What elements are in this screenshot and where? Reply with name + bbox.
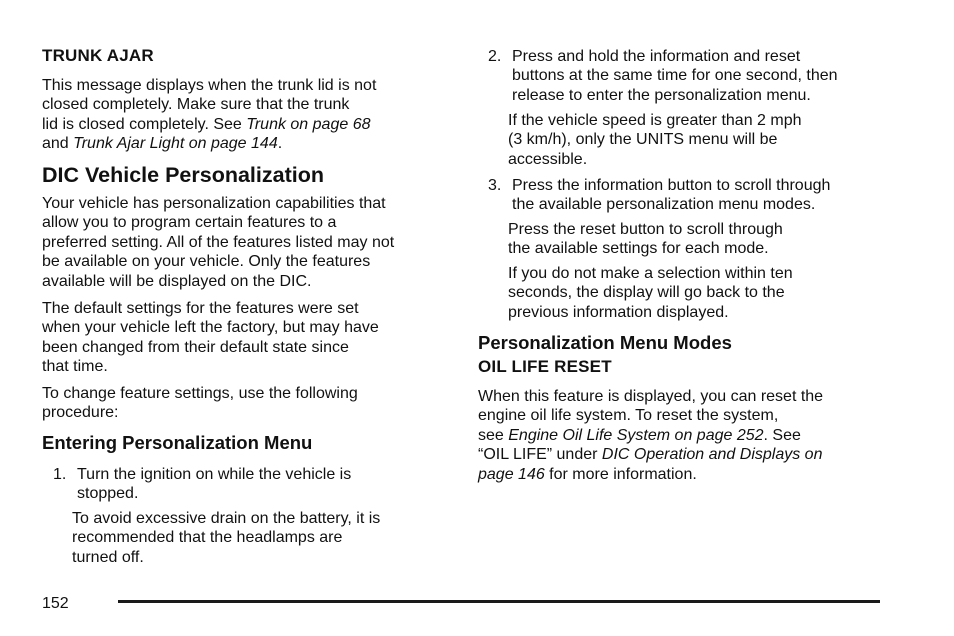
step-3-note-2: If you do not make a selection within ten seconds, the display will go back to the previous information displayed.	[508, 265, 793, 321]
step-2-number: 2.	[488, 48, 502, 65]
trunk-page-link[interactable]: Trunk on page 68	[246, 115, 371, 133]
step-3-note-1: Press the reset button to scroll through the available settings for each mode.	[508, 221, 783, 258]
dic-operation-link[interactable]: DIC Operation and Displays on	[601, 446, 823, 464]
step-2-text: Press and hold the information and reset buttons at the same time for one second, then release to enter the personalization menu.	[512, 48, 838, 104]
page-number: 152	[42, 595, 69, 612]
step-3-number: 3.	[488, 177, 502, 194]
step-3-text: Press the information button to scroll through the available personalization menu modes.	[512, 177, 831, 214]
step-2-note: If the vehicle speed is greater than 2 mph (3 km/h), only the UNITS menu will be accessible.	[508, 112, 802, 168]
menu-modes-heading: Personalization Menu Modes	[478, 332, 732, 353]
dic-paragraph-1: Your vehicle has personalization capabilities that allow you to program certain features to a preferred setting. All of the features listed may not be available on your vehicle. Only the features available will be displayed on the DIC.	[42, 195, 395, 290]
dic-operation-link-page[interactable]: page 146	[478, 465, 545, 483]
dic-paragraph-3: To change feature settings, use the following procedure:	[42, 385, 358, 422]
oil-life-reset-heading: OIL LIFE RESET	[478, 357, 612, 376]
oil-life-paragraph: When this feature is displayed, you can reset the engine oil life system. To reset the system, see Engine Oil Life System on page 252. See “OIL LIFE” under DIC Operation and Displays on page 146 for more information.	[478, 388, 824, 483]
trunk-ajar-light-link[interactable]: Trunk Ajar Light on page 144	[73, 135, 278, 153]
dic-paragraph-2: The default settings for the features were set when your vehicle left the factory, but may have been changed from their default state since that time.	[42, 300, 379, 376]
dic-personalization-heading: DIC Vehicle Personalization	[42, 163, 324, 187]
trunk-ajar-heading: TRUNK AJAR	[42, 46, 154, 65]
engine-oil-life-link[interactable]: Engine Oil Life System on page 252	[508, 426, 764, 444]
trunk-ajar-paragraph: This message displays when the trunk lid is not closed completely. Make sure that the trunk lid is closed completely. See Trunk on page 68 and Trunk Ajar Light on page 144.	[42, 77, 377, 153]
footer-rule	[118, 600, 880, 603]
entering-menu-heading: Entering Personalization Menu	[42, 432, 313, 453]
step-1-note: To avoid excessive drain on the battery, it is recommended that the headlamps are turned off.	[72, 510, 381, 566]
step-1-text: Turn the ignition on while the vehicle is stopped.	[77, 466, 352, 503]
step-1-number: 1.	[53, 466, 67, 483]
